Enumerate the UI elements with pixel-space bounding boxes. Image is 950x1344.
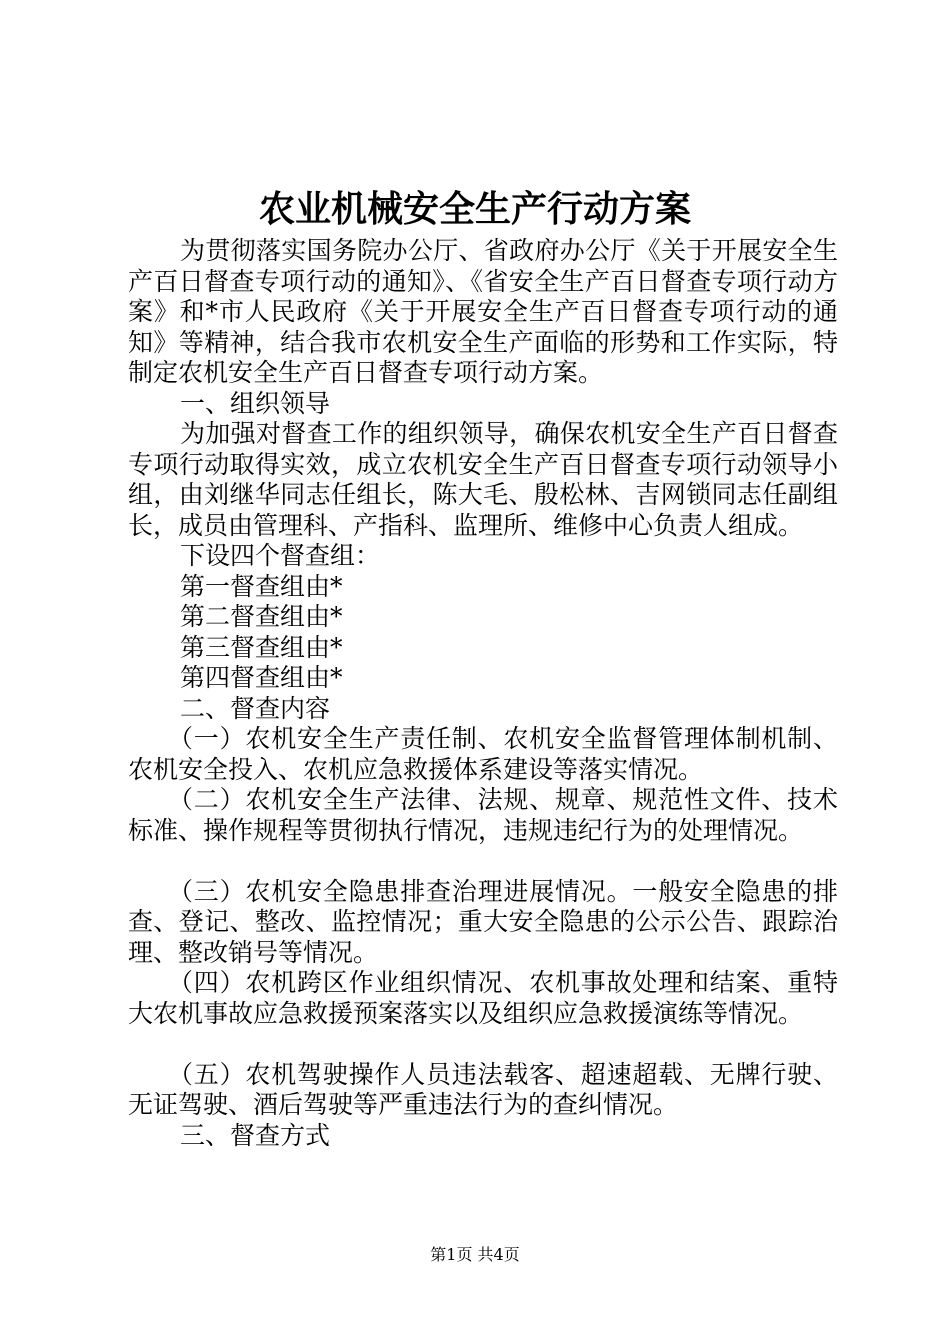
group-item-1: 第一督查组由* — [180, 571, 343, 601]
content-item-5: （五）农机驾驶操作人员违法载客、超速超载、无牌行驶、无证驾驶、酒后驾驶等严重违法行为的查纠情况。 — [128, 1059, 838, 1119]
document-title: 农业机械安全生产行动方案 — [258, 188, 691, 230]
section-heading-content: 二、督查内容 — [180, 693, 331, 723]
organization-paragraph: 为加强对督查工作的组织领导，确保农机安全生产百日督查专项行动取得实效，成立农机安全生产百日督查专项行动领导小组，由刘继华同志任组长，陈大毛、殷松林、吉网锁同志任副组长，成员由管理科、产指科、监理所、维修中心负责人组成。 — [128, 419, 838, 540]
group-item-2: 第二督查组由* — [180, 602, 343, 631]
content-item-4: （四）农机跨区作业组织情况、农机事故处理和结案、重特大农机事故应急救援预案落实以及组织应急救援演练等情况。 — [128, 968, 838, 1028]
section-heading-method: 三、督查方式 — [180, 1120, 331, 1150]
content-item-1: （一）农机安全生产责任制、农机安全监督管理体制机制、农机安全投入、农机应急救援体系建设等落实情况。 — [128, 724, 838, 784]
content-item-2: （二）农机安全生产法律、法规、规章、规范性文件、技术标准、操作规程等贯彻执行情况，违规违纪行为的处理情况。 — [128, 785, 838, 845]
document-body — [128, 236, 838, 1151]
content-item-3: （三）农机安全隐患排查治理进展情况。一般安全隐患的排查、登记、整改、监控情况；重大安全隐患的公示公告、跟踪治理、整改销号等情况。 — [128, 876, 838, 967]
group-item-4: 第四督查组由* — [180, 663, 343, 692]
groups-intro: 下设四个督查组： — [180, 541, 381, 570]
section-heading-organization: 一、组织领导 — [180, 388, 331, 418]
intro-paragraph: 为贯彻落实国务院办公厅、省政府办公厅《关于开展安全生产百日督查专项行动的通知》、《省安全生产百日督查专项行动方案》和*市人民政府《关于开展安全生产百日督查专项行动的通知》等精神，结合我市农机安全生产面临的形势和工作实际，特制定农机安全生产百日督查专项行动方案。 — [128, 236, 838, 387]
page-footer: 第1页 共4页 — [430, 1245, 520, 1264]
group-item-3: 第三督查组由* — [180, 632, 343, 662]
